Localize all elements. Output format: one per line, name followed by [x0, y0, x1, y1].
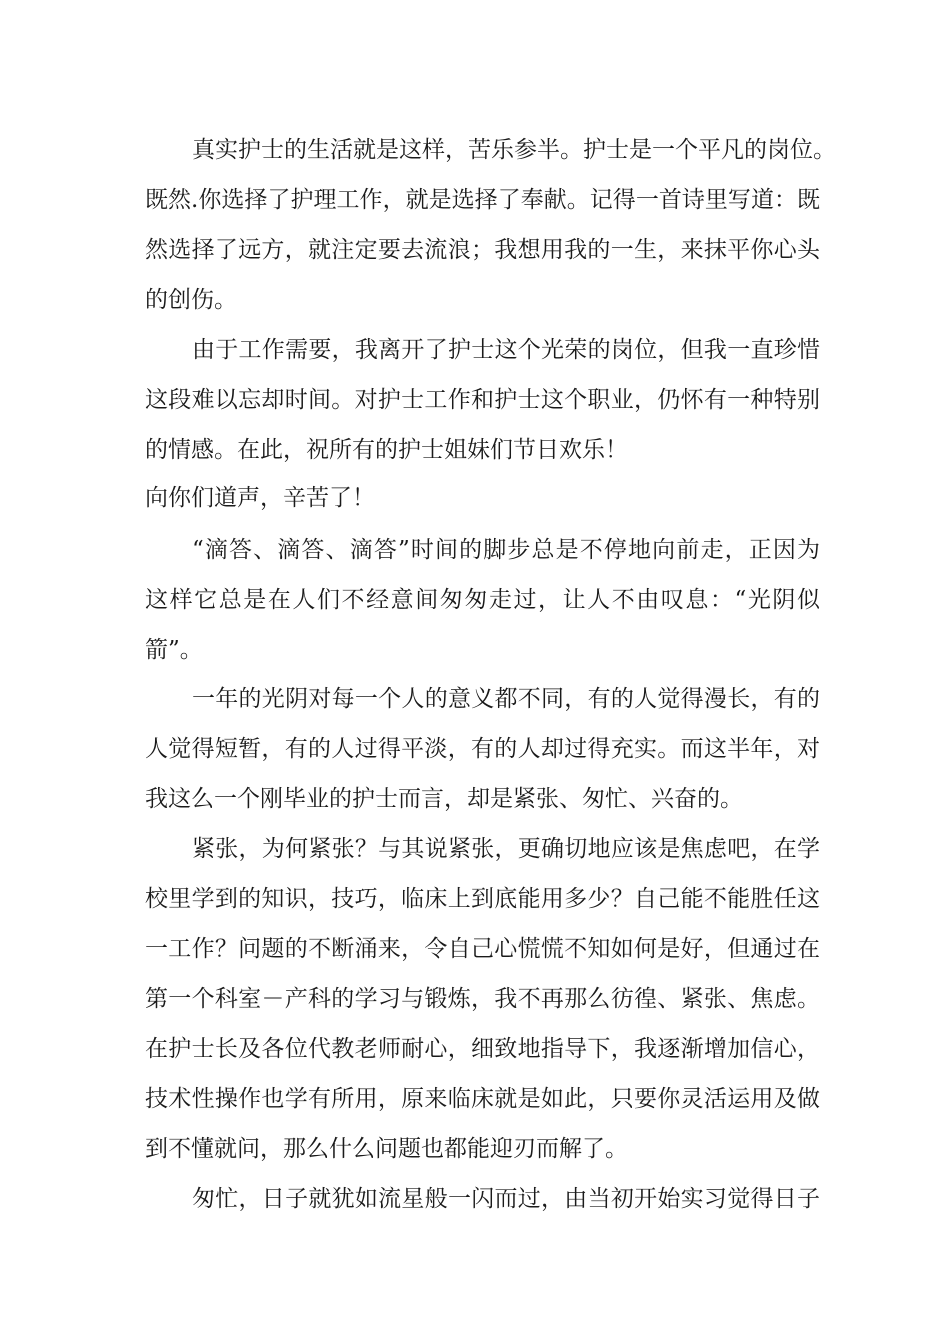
text-line: 在护士长及各位代教老师耐心，细致地指导下，我逐渐增加信心，	[145, 1036, 820, 1062]
text-line: 的情感。在此，祝所有的护士姐妹们节日欢乐！	[145, 437, 628, 463]
text-line: 由于工作需要，我离开了护士这个光荣的岗位，但我一直珍惜	[192, 337, 820, 363]
text-line: 技术性操作也学有所用，原来临床就是如此，只要你灵活运用及做	[145, 1086, 820, 1112]
text-line: 校里学到的知识，技巧，临床上到底能用多少？自己能不能胜任这	[145, 886, 820, 912]
text-line: 然选择了远方，就注定要去流浪；我想用我的一生，来抹平你心头	[145, 237, 820, 263]
text-line: 这样它总是在人们不经意间匆匆走过，让人不由叹息：“光阴似	[145, 587, 820, 613]
text-line: 匆忙，日子就犹如流星般一闪而过，由当初开始实习觉得日子	[192, 1186, 820, 1212]
text-line: 紧张，为何紧张？与其说紧张，更确切地应该是焦虑吧，在学	[192, 836, 820, 862]
text-line: 这段难以忘却时间。对护士工作和护士这个职业，仍怀有一种特别	[145, 387, 820, 413]
text-line: 我这么一个刚毕业的护士而言，却是紧张、匆忙、兴奋的。	[145, 786, 743, 812]
text-line: 人觉得短暂，有的人过得平淡，有的人却过得充实。而这半年，对	[145, 736, 820, 762]
text-line: 真实护士的生活就是这样，苦乐参半。护士是一个平凡的岗位。	[192, 137, 836, 163]
text-line: 一年的光阴对每一个人的意义都不同，有的人觉得漫长，有的	[192, 686, 820, 712]
text-line: 的创伤。	[145, 287, 237, 313]
text-line: “滴答、滴答、滴答”时间的脚步总是不停地向前走，正因为	[192, 537, 820, 563]
text-line: 第一个科室－产科的学习与锻炼，我不再那么彷徨、紧张、焦虑。	[145, 986, 820, 1012]
text-line: 一工作？问题的不断涌来，令自己心慌慌不知如何是好，但通过在	[145, 936, 820, 962]
text-line: 到不懂就问，那么什么问题也都能迎刃而解了。	[145, 1136, 628, 1162]
text-line: 向你们道声，辛苦了！	[145, 485, 375, 511]
text-line: 箭”。	[145, 637, 203, 663]
text-line: 既然.你选择了护理工作，就是选择了奉献。记得一首诗里写道：既	[145, 187, 820, 213]
